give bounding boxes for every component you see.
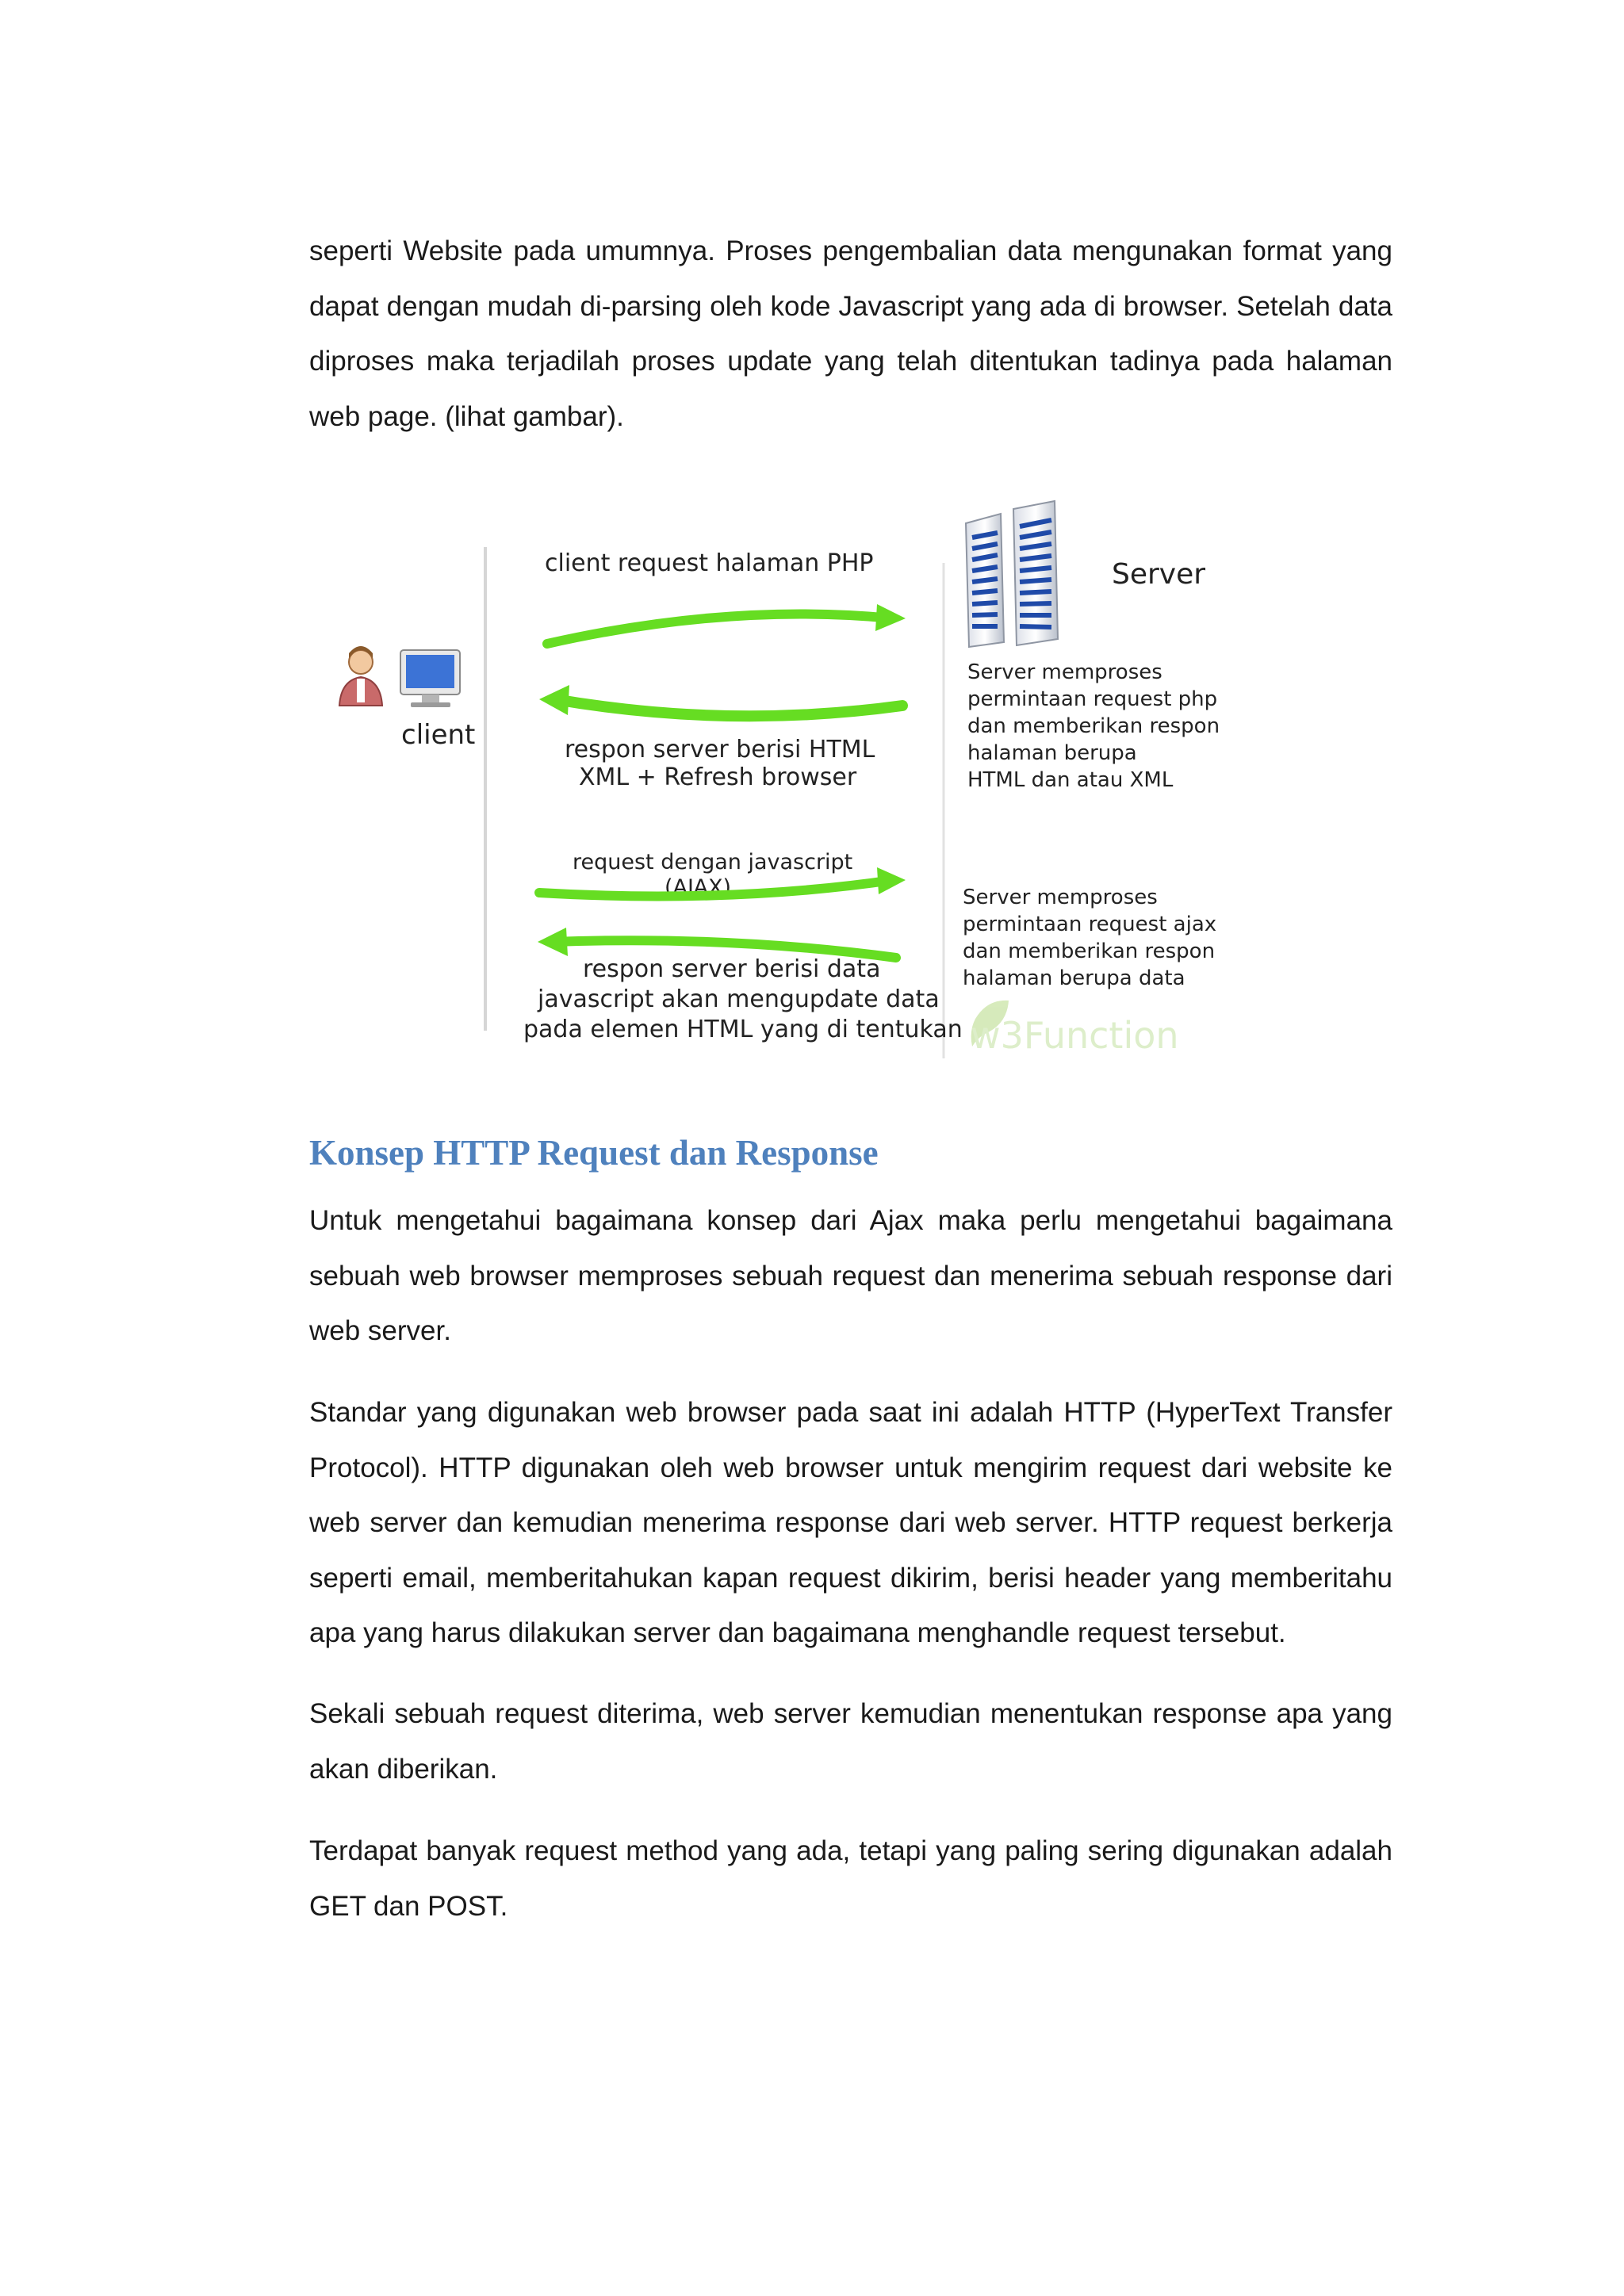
server-icon xyxy=(966,501,1058,647)
intro-text xyxy=(309,224,1392,444)
paragraph-block-3 xyxy=(309,1686,1392,1797)
label-request-ajax-1: request dengan javascript xyxy=(573,850,853,874)
arrow-request-php xyxy=(547,614,893,644)
arrow-response-html xyxy=(555,699,902,716)
server-note-php: Server memproses permintaan request php dan memberikan respon halaman berupa HTML dan atau XML xyxy=(967,660,1220,792)
person-icon xyxy=(339,646,382,706)
paragraph-block-2 xyxy=(309,1385,1392,1661)
monitor-icon xyxy=(400,650,460,707)
label-response-data-1: respon server berisi data xyxy=(583,955,881,983)
label-response-data-3: pada elemen HTML yang di tentukan xyxy=(523,1016,963,1043)
paragraph: Standar yang digunakan web browser pada saat ini adalah HTTP (HyperText Transfer Protocol). HTTP digunakan oleh web browser untuk mengirim request dari website ke web server dan kemudian menerima response dari web server. HTTP request berkerja seperti email, memberitahukan kapan request dikirim, berisi header yang memberitahu apa yang harus dilakukan server dan bagaimana menghandle request tersebut. xyxy=(309,1397,1392,1648)
label-request-ajax-2: (AJAX) xyxy=(665,875,731,900)
server-label: Server xyxy=(1112,558,1206,591)
arrow-response-data-head xyxy=(538,928,568,956)
watermark-text: w3Function xyxy=(971,1014,1179,1057)
paragraph-block-1 xyxy=(309,1193,1392,1359)
paragraph-block-4 xyxy=(309,1823,1392,1934)
paragraph: Sekali sebuah request diterima, web server kemudian menentukan response apa yang akan diberikan. xyxy=(309,1698,1392,1785)
watermark-logo xyxy=(971,1001,1179,1057)
arrow-request-ajax-head xyxy=(877,867,906,894)
label-response-html-1: respon server berisi HTML xyxy=(565,736,875,763)
arrow-request-php-head xyxy=(875,604,906,631)
server-note-ajax: Server memproses permintaan request ajax dan memberikan respon halaman berupa data xyxy=(963,886,1217,990)
label-request-php: client request halaman PHP xyxy=(545,549,874,577)
label-response-html-2: XML + Refresh browser xyxy=(579,763,857,791)
paragraph: Untuk mengetahui bagaimana konsep dari Ajax maka perlu mengetahui bagaimana sebuah web browser memproses sebuah request dan menerima sebuah response dari web server. xyxy=(309,1205,1392,1346)
client-label: client xyxy=(401,719,476,751)
label-response-data-2: javascript akan mengupdate data xyxy=(538,985,940,1013)
paragraph: Terdapat banyak request method yang ada, tetapi yang paling sering digunakan adalah GET dan POST. xyxy=(309,1835,1392,1922)
arrow-response-html-head xyxy=(539,685,569,715)
section-heading: Konsep HTTP Request dan Response xyxy=(309,1133,879,1173)
ajax-diagram xyxy=(317,492,1229,1078)
paragraph-intro: seperti Website pada umumnya. Proses pengembalian data mengunakan format yang dapat dengan mudah di-parsing oleh kode Javascript yang ada di browser. Setelah data diproses maka terjadilah proses update yang telah ditentukan tadinya pada halaman web page. (lihat gambar). xyxy=(309,235,1392,432)
